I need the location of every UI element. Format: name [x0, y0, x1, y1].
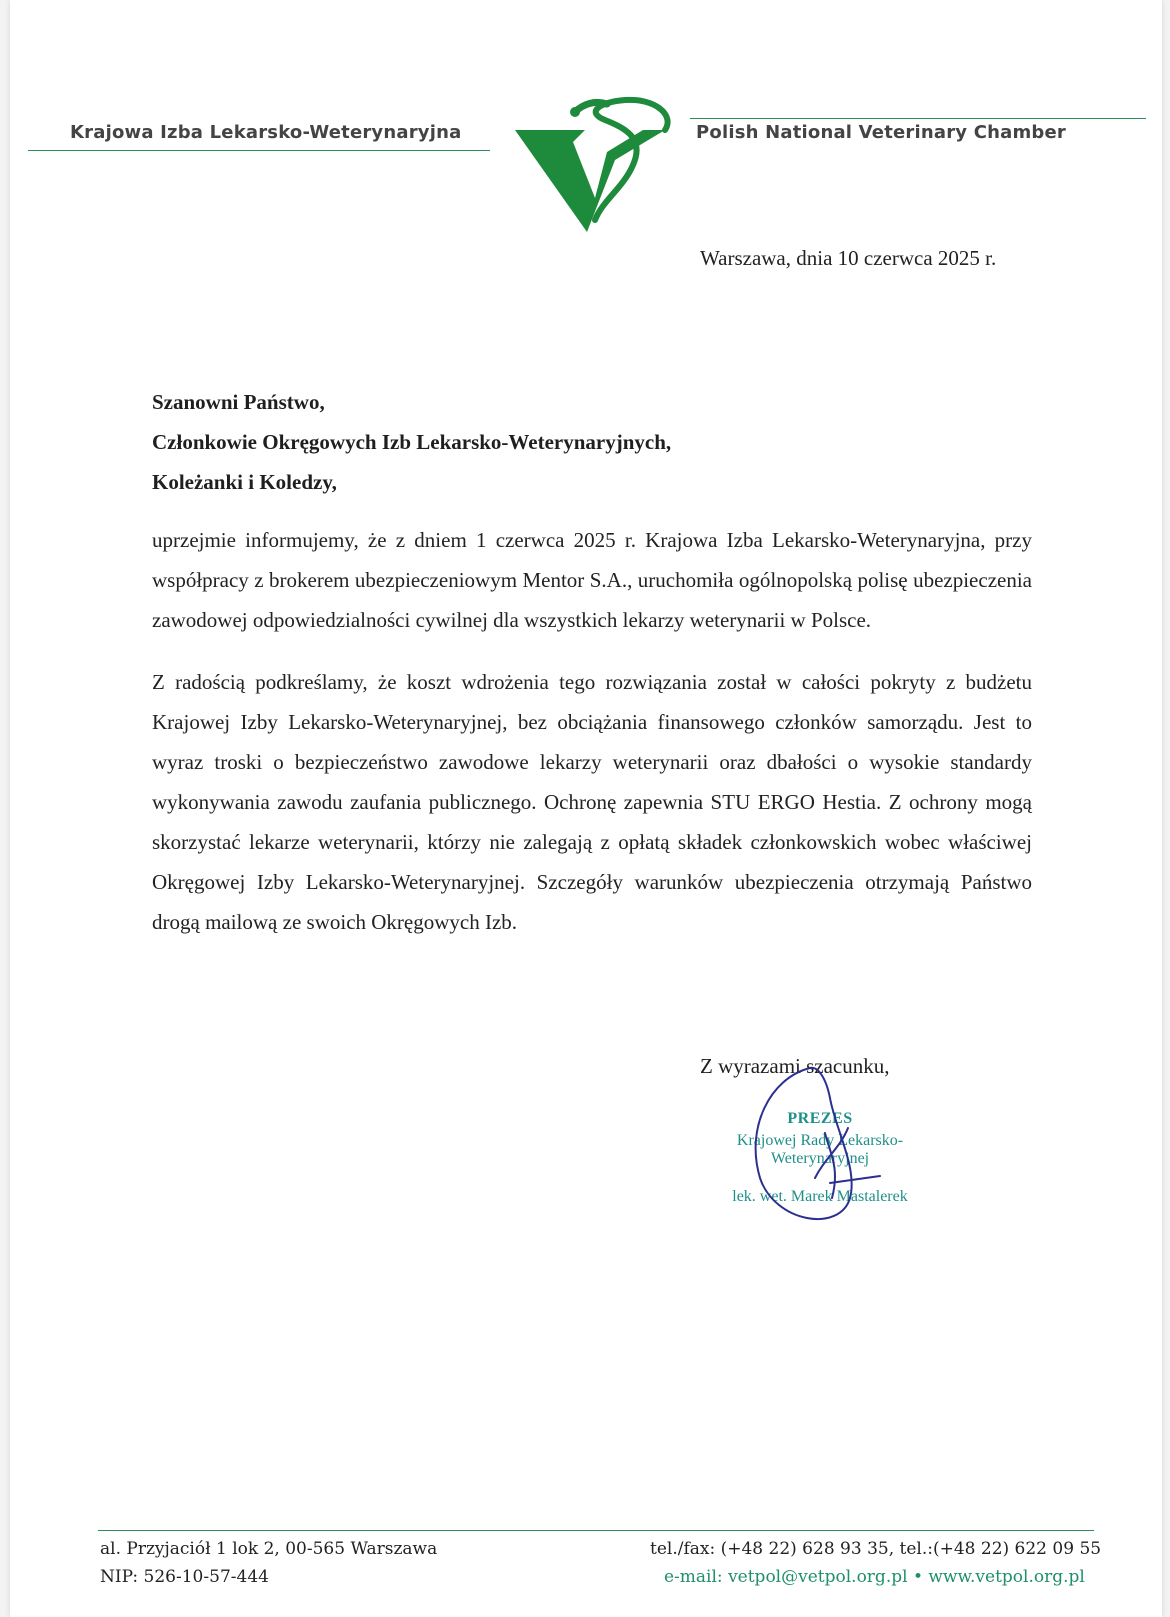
salutation-line: Koleżanki i Koledzy, [152, 470, 337, 494]
letter-body [152, 520, 1032, 964]
header-org-name-pl: Krajowa Izba Lekarsko-Weterynaryjna [70, 122, 462, 143]
footer-rule [98, 1530, 1094, 1531]
salutation-line: Szanowni Państwo, [152, 390, 325, 414]
footer-right [650, 1535, 1101, 1591]
handwritten-signature [730, 1058, 920, 1238]
footer-nip: NIP: 526-10-57-444 [100, 1567, 269, 1587]
letter-date: Warszawa, dnia 10 czerwca 2025 r. [700, 246, 997, 270]
footer-left [100, 1535, 437, 1591]
stamp-person: lek. wet. Marek Mastalerek [732, 1188, 908, 1205]
header-org-name-en: Polish National Veterinary Chamber [696, 122, 1066, 143]
closing-phrase: Z wyrazami szacunku, [700, 1054, 890, 1078]
footer-address: al. Przyjaciół 1 lok 2, 00-565 Warszawa [100, 1539, 438, 1559]
body-paragraph: uprzejmie informujemy, że z dniem 1 czerwca 2025 r. Krajowa Izba Lekarsko-Weterynaryjna, przy współpracy z brokerem ubezpieczeniowym Mentor S.A., uruchomiła ogólnopolską polisę ubezpieczenia zawodowej odpowiedzialności cywilnej dla wszystkich lekarzy weterynarii w Polsce. [152, 528, 1032, 632]
header-left-rule [28, 150, 490, 151]
salutation-block [152, 382, 671, 502]
salutation-line: Członkowie Okręgowych Izb Lekarsko-Weterynaryjnych, [152, 430, 672, 454]
letter-page [10, 0, 1162, 1617]
header-right-rule [690, 118, 1146, 119]
veterinary-snake-v-logo-icon [515, 90, 685, 240]
footer-phones: tel./fax: (+48 22) 628 93 35, tel.:(+48 22) 622 09 55 [650, 1539, 1102, 1559]
body-paragraph: Z radością podkreślamy, że koszt wdrożenia tego rozwiązania został w całości pokryty z budżetu Krajowej Izby Lekarsko-Weterynaryjnej, bez obciążania finansowego członków samorządu. Jest to wyraz troski o bezpieczeństwo zawodowe lekarzy weterynarii oraz dbałości o wysokie standardy wykonywania zawodu zaufania publicznego. Ochronę zapewnia STU ERGO Hestia. Z ochrony mogą skorzystać lekarze weterynarii, którzy nie zalegają z opłatą składek członkowskich wobec właściwej Okręgowej Izby Lekarsko-Weterynaryjnej. Szczegóły warunków ubezpieczenia otrzymają Państwo drogą mailową ze swoich Okręgowych Izb. [152, 670, 1032, 934]
stamp-title: PREZES [787, 1110, 853, 1127]
footer-contact: e-mail: vetpol@vetpol.org.pl • www.vetpol.org.pl [664, 1567, 1085, 1587]
stamp-organization: Krajowej Rady Lekarsko-Weterynaryjnej [736, 1132, 904, 1167]
